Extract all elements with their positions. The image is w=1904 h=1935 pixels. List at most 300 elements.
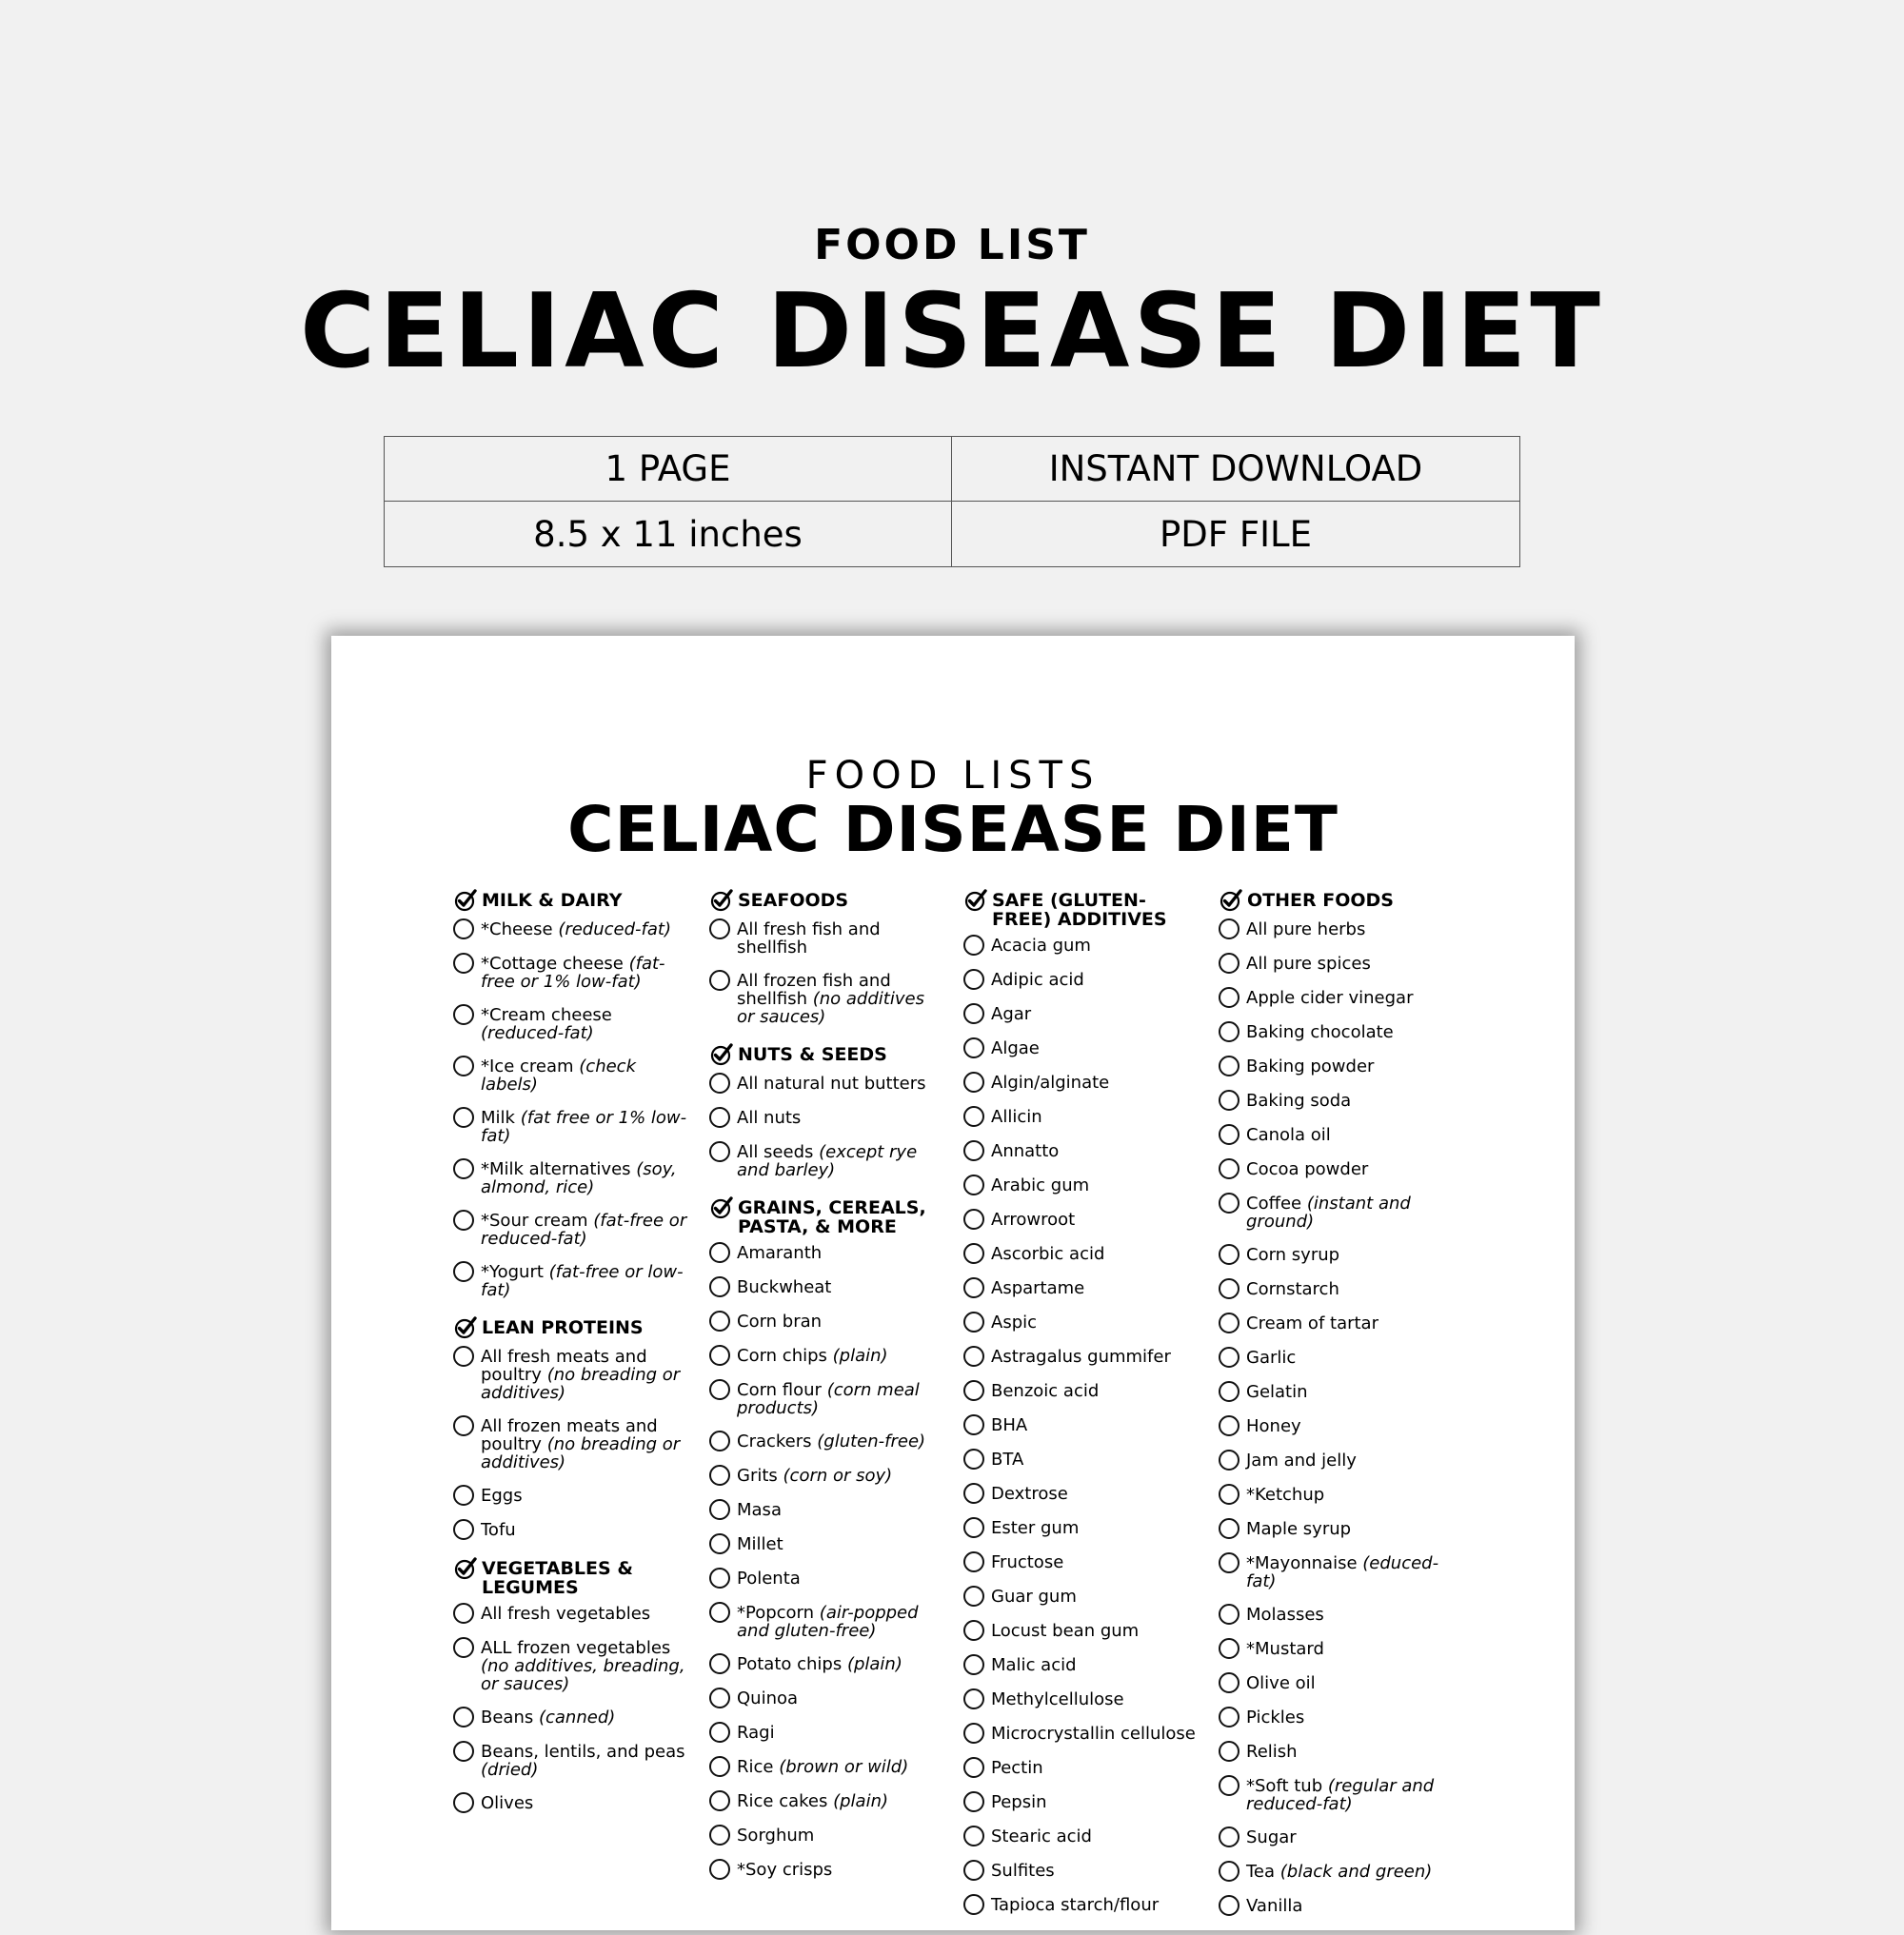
item-note: (corn meal products): [737, 1380, 920, 1418]
empty-circle-checkbox-icon[interactable]: [963, 1312, 984, 1333]
item-name: *Mayonnaise: [1246, 1553, 1358, 1573]
section-heading: [1219, 891, 1457, 913]
item-note: (air-popped and gluten-free): [737, 1603, 919, 1641]
checklist-item: [1219, 1777, 1457, 1813]
section-title: SEAFOODS: [738, 890, 849, 911]
info-download: INSTANT DOWNLOAD: [952, 437, 1519, 502]
item-label: [991, 1211, 1201, 1229]
item-name: *Mustard: [1246, 1639, 1324, 1659]
item-name: *Yogurt: [481, 1262, 544, 1282]
empty-circle-checkbox-icon[interactable]: [963, 1860, 984, 1881]
section-title: NUTS & SEEDS: [738, 1044, 887, 1065]
item-name: Sulfites: [991, 1861, 1055, 1881]
paper-subtitle: FOOD LISTS: [805, 754, 1101, 798]
item-note: (instant and ground): [1246, 1194, 1411, 1232]
checklist-item: [1219, 1520, 1457, 1539]
empty-circle-checkbox-icon[interactable]: [709, 1722, 730, 1743]
empty-circle-checkbox-icon[interactable]: [453, 1637, 474, 1658]
checklist-item: [1219, 1023, 1457, 1042]
empty-circle-checkbox-icon[interactable]: [1219, 1552, 1240, 1573]
empty-circle-checkbox-icon[interactable]: [1219, 987, 1240, 1008]
item-note: (corn or soy): [783, 1466, 893, 1486]
item-name: Annatto: [991, 1141, 1060, 1161]
empty-circle-checkbox-icon[interactable]: [453, 1107, 474, 1128]
circle-check-icon: [709, 1042, 734, 1067]
empty-circle-checkbox-icon[interactable]: [709, 1859, 730, 1880]
checklist-item: [1219, 1280, 1457, 1299]
checklist-item: [1219, 1606, 1457, 1625]
item-label: [481, 1743, 691, 1779]
item-label: [1246, 1554, 1457, 1590]
empty-circle-checkbox-icon[interactable]: [709, 1825, 730, 1846]
item-name: All frozen fish and shellfish: [737, 971, 891, 1009]
item-label: [1246, 1126, 1457, 1144]
item-label: [481, 1794, 691, 1812]
empty-circle-checkbox-icon[interactable]: [453, 953, 474, 974]
empty-circle-checkbox-icon[interactable]: [709, 970, 730, 991]
checklist-item: [453, 1639, 691, 1693]
empty-circle-checkbox-icon[interactable]: [709, 1107, 730, 1128]
item-name: Corn bran: [737, 1312, 823, 1332]
empty-circle-checkbox-icon[interactable]: [1219, 918, 1240, 939]
item-name: Tapioca starch/flour: [991, 1895, 1160, 1915]
item-label: [737, 1109, 947, 1127]
item-name: Molasses: [1246, 1605, 1324, 1625]
checklist-item: [709, 1826, 947, 1846]
item-label: [991, 1279, 1201, 1297]
item-label: [481, 1487, 691, 1505]
checklist-item: [453, 1605, 691, 1624]
item-label: [1246, 1743, 1457, 1761]
item-name: Canola oil: [1246, 1125, 1331, 1145]
item-label: [481, 1605, 691, 1623]
item-name: Beans: [481, 1708, 534, 1728]
empty-circle-checkbox-icon[interactable]: [1219, 1244, 1240, 1265]
empty-circle-checkbox-icon[interactable]: [963, 1037, 984, 1058]
item-label: [991, 1108, 1201, 1126]
checklist-item: [1219, 1195, 1457, 1231]
empty-circle-checkbox-icon[interactable]: [963, 1551, 984, 1572]
item-name: All pure herbs: [1246, 919, 1366, 939]
item-name: *Milk alternatives: [481, 1159, 631, 1179]
info-format: PDF FILE: [1159, 513, 1313, 555]
empty-circle-checkbox-icon[interactable]: [963, 935, 984, 956]
empty-circle-checkbox-icon[interactable]: [709, 1141, 730, 1162]
section-title: OTHER FOODS: [1247, 890, 1394, 911]
checklist-item: [963, 1656, 1201, 1675]
item-label: [737, 1535, 947, 1553]
empty-circle-checkbox-icon[interactable]: [1219, 1707, 1240, 1728]
item-note: (soy, almond, rice): [481, 1159, 677, 1197]
item-name: BTA: [991, 1450, 1024, 1470]
empty-circle-checkbox-icon[interactable]: [1219, 1090, 1240, 1111]
checklist-item: [709, 1535, 947, 1554]
item-label: [991, 1005, 1201, 1023]
section-heading: [453, 1318, 691, 1340]
empty-circle-checkbox-icon[interactable]: [709, 1499, 730, 1520]
item-label: [737, 1432, 947, 1451]
empty-circle-checkbox-icon[interactable]: [1219, 1484, 1240, 1505]
item-label: [737, 1570, 947, 1588]
checklist-item: [1219, 1640, 1457, 1659]
item-note: (fat-free or low-fat): [481, 1262, 684, 1300]
empty-circle-checkbox-icon[interactable]: [709, 1311, 730, 1332]
checklist-item: [709, 1655, 947, 1674]
empty-circle-checkbox-icon[interactable]: [453, 1346, 474, 1367]
item-label: [737, 1689, 947, 1708]
item-label: [737, 1792, 947, 1810]
item-name: Tofu: [481, 1520, 516, 1540]
checklist-item: [963, 1553, 1201, 1572]
section-heading: [453, 1559, 691, 1597]
empty-circle-checkbox-icon[interactable]: [1219, 1741, 1240, 1762]
item-name: Olive oil: [1246, 1673, 1316, 1693]
empty-circle-checkbox-icon[interactable]: [453, 918, 474, 939]
empty-circle-checkbox-icon[interactable]: [453, 1741, 474, 1762]
checklist-item: [963, 1827, 1201, 1846]
checklist-item: [1219, 1674, 1457, 1693]
item-label: [737, 1347, 947, 1365]
checklist-item: [963, 1039, 1201, 1058]
empty-circle-checkbox-icon[interactable]: [963, 1757, 984, 1778]
item-name: Stearic acid: [991, 1826, 1092, 1846]
section-heading: [709, 1198, 947, 1236]
empty-circle-checkbox-icon[interactable]: [1219, 1056, 1240, 1076]
item-name: Gelatin: [1246, 1382, 1308, 1402]
item-name: Pectin: [991, 1758, 1043, 1778]
item-label: [737, 920, 947, 957]
hero-subtitle: FOOD LIST: [814, 221, 1090, 269]
empty-circle-checkbox-icon[interactable]: [709, 1790, 730, 1811]
empty-circle-checkbox-icon[interactable]: [453, 1603, 474, 1624]
empty-circle-checkbox-icon[interactable]: [1219, 1158, 1240, 1179]
checklist-item: [963, 1416, 1201, 1435]
checklist-item: [1219, 1554, 1457, 1590]
checklist-item: [453, 1348, 691, 1402]
item-name: All fresh fish and shellfish: [737, 919, 881, 958]
empty-circle-checkbox-icon[interactable]: [1219, 1638, 1240, 1659]
item-note: (plain): [832, 1346, 888, 1366]
item-label: [1246, 989, 1457, 1007]
checklist-item: [709, 972, 947, 1026]
empty-circle-checkbox-icon[interactable]: [709, 1431, 730, 1451]
empty-circle-checkbox-icon[interactable]: [709, 1568, 730, 1589]
item-name: Dextrose: [991, 1484, 1068, 1504]
food-section: [709, 1045, 947, 1179]
item-note: (no breading or additives): [481, 1434, 681, 1472]
empty-circle-checkbox-icon[interactable]: [963, 1826, 984, 1846]
empty-circle-checkbox-icon[interactable]: [1219, 1450, 1240, 1471]
item-label: [991, 1553, 1201, 1571]
empty-circle-checkbox-icon[interactable]: [1219, 1193, 1240, 1214]
empty-circle-checkbox-icon[interactable]: [709, 918, 730, 939]
checklist-item: [453, 1006, 691, 1042]
empty-circle-checkbox-icon[interactable]: [453, 1415, 474, 1436]
item-name: Sorghum: [737, 1826, 815, 1846]
circle-check-icon: [709, 888, 734, 913]
empty-circle-checkbox-icon[interactable]: [709, 1276, 730, 1297]
checklist-item: [963, 1485, 1201, 1504]
checklist-item: [709, 1501, 947, 1520]
item-name: Tea: [1246, 1862, 1276, 1882]
food-section: [963, 891, 1201, 1915]
empty-circle-checkbox-icon[interactable]: [1219, 1672, 1240, 1693]
checklist-item: [453, 1263, 691, 1299]
item-label: [737, 1724, 947, 1742]
empty-circle-checkbox-icon[interactable]: [1219, 1604, 1240, 1625]
item-label: [991, 1416, 1201, 1434]
empty-circle-checkbox-icon[interactable]: [709, 1602, 730, 1623]
food-section: [453, 1318, 691, 1540]
item-note: (canned): [538, 1708, 616, 1728]
empty-circle-checkbox-icon[interactable]: [963, 1723, 984, 1744]
empty-circle-checkbox-icon[interactable]: [1219, 1347, 1240, 1368]
item-name: Maple syrup: [1246, 1519, 1352, 1539]
item-label: [991, 1142, 1201, 1160]
item-name: Amaranth: [737, 1243, 823, 1263]
item-note: (except rye and barley): [737, 1142, 918, 1180]
checklist-item: [963, 1074, 1201, 1093]
item-name: Locust bean gum: [991, 1621, 1140, 1641]
empty-circle-checkbox-icon[interactable]: [963, 1586, 984, 1607]
item-label: [1246, 955, 1457, 973]
checklist-item: [963, 1108, 1201, 1127]
item-name: Ragi: [737, 1723, 775, 1743]
empty-circle-checkbox-icon[interactable]: [963, 1277, 984, 1298]
empty-circle-checkbox-icon[interactable]: [453, 1792, 474, 1813]
circle-check-icon: [453, 1556, 478, 1581]
checklist-item: [453, 1057, 691, 1094]
empty-circle-checkbox-icon[interactable]: [709, 1073, 730, 1094]
checklist-item: [963, 1451, 1201, 1470]
empty-circle-checkbox-icon[interactable]: [709, 1242, 730, 1263]
item-note: (fat free or 1% low-fat): [481, 1108, 687, 1146]
empty-circle-checkbox-icon[interactable]: [963, 1072, 984, 1093]
checklist-item: [1219, 1863, 1457, 1882]
empty-circle-checkbox-icon[interactable]: [1219, 1895, 1240, 1916]
circle-check-icon: [453, 1315, 478, 1340]
empty-circle-checkbox-icon[interactable]: [1219, 953, 1240, 974]
item-name: Microcrystallin cellulose: [991, 1724, 1196, 1744]
food-column-2: [709, 891, 947, 1899]
item-name: Sugar: [1246, 1827, 1297, 1847]
empty-circle-checkbox-icon[interactable]: [709, 1533, 730, 1554]
item-name: Baking chocolate: [1246, 1022, 1394, 1042]
empty-circle-checkbox-icon[interactable]: [453, 1210, 474, 1231]
item-note: (gluten-free): [817, 1432, 926, 1451]
food-column-3: [963, 891, 1201, 1934]
item-label: [737, 1313, 947, 1331]
checklist-item: [1219, 955, 1457, 974]
item-label: [737, 1143, 947, 1179]
empty-circle-checkbox-icon[interactable]: [453, 1158, 474, 1179]
item-name: Agar: [991, 1004, 1032, 1024]
item-label: [1246, 1314, 1457, 1333]
checklist-item: [1219, 1828, 1457, 1847]
empty-circle-checkbox-icon[interactable]: [963, 1209, 984, 1230]
checklist-item: [1219, 1057, 1457, 1076]
checklist-item: [709, 1109, 947, 1128]
item-label: [1246, 1417, 1457, 1435]
item-name: Olives: [481, 1793, 534, 1813]
checklist-item: [709, 1570, 947, 1589]
checklist-item: [1219, 989, 1457, 1008]
item-label: [1246, 1092, 1457, 1110]
empty-circle-checkbox-icon[interactable]: [1219, 1313, 1240, 1333]
empty-circle-checkbox-icon[interactable]: [453, 1261, 474, 1282]
empty-circle-checkbox-icon[interactable]: [1219, 1518, 1240, 1539]
empty-circle-checkbox-icon[interactable]: [1219, 1124, 1240, 1145]
section-title: SAFE (GLUTEN-FREE) ADDITIVES: [992, 890, 1167, 930]
item-label: [1246, 1195, 1457, 1231]
empty-circle-checkbox-icon[interactable]: [709, 1688, 730, 1708]
checklist-item: [709, 1467, 947, 1486]
empty-circle-checkbox-icon[interactable]: [963, 1346, 984, 1367]
item-name: BHA: [991, 1415, 1028, 1435]
empty-circle-checkbox-icon[interactable]: [963, 1654, 984, 1675]
empty-circle-checkbox-icon[interactable]: [453, 1707, 474, 1728]
item-label: [991, 1588, 1201, 1606]
item-label: [481, 955, 691, 991]
checklist-item: [1219, 1451, 1457, 1471]
item-label: [481, 1348, 691, 1402]
checklist-item: [963, 1005, 1201, 1024]
item-name: Pepsin: [991, 1792, 1047, 1812]
empty-circle-checkbox-icon[interactable]: [1219, 1381, 1240, 1402]
empty-circle-checkbox-icon[interactable]: [453, 1004, 474, 1025]
item-name: Beans, lentils, and peas: [481, 1742, 685, 1762]
empty-circle-checkbox-icon[interactable]: [963, 1003, 984, 1024]
empty-circle-checkbox-icon[interactable]: [1219, 1415, 1240, 1436]
item-note: (no breading or additives): [481, 1365, 681, 1403]
empty-circle-checkbox-icon[interactable]: [963, 1106, 984, 1127]
empty-circle-checkbox-icon[interactable]: [963, 1243, 984, 1264]
checklist-item: [1219, 1417, 1457, 1436]
empty-circle-checkbox-icon[interactable]: [963, 1449, 984, 1470]
item-name: Relish: [1246, 1742, 1298, 1762]
checklist-item: [963, 1519, 1201, 1538]
item-name: Aspartame: [991, 1278, 1085, 1298]
item-label: [481, 1006, 691, 1042]
empty-circle-checkbox-icon[interactable]: [963, 1894, 984, 1915]
empty-circle-checkbox-icon[interactable]: [963, 1517, 984, 1538]
item-name: Jam and jelly: [1246, 1451, 1357, 1471]
empty-circle-checkbox-icon[interactable]: [963, 1175, 984, 1195]
empty-circle-checkbox-icon[interactable]: [963, 1620, 984, 1641]
empty-circle-checkbox-icon[interactable]: [1219, 1826, 1240, 1847]
empty-circle-checkbox-icon[interactable]: [709, 1465, 730, 1486]
empty-circle-checkbox-icon[interactable]: [963, 1483, 984, 1504]
empty-circle-checkbox-icon[interactable]: [709, 1379, 730, 1400]
item-label: [1246, 1606, 1457, 1624]
item-label: [991, 1485, 1201, 1503]
item-name: *Ice cream: [481, 1056, 574, 1076]
empty-circle-checkbox-icon[interactable]: [1219, 1775, 1240, 1796]
item-name: Benzoic acid: [991, 1381, 1100, 1401]
item-label: [481, 1057, 691, 1094]
section-title: VEGETABLES & LEGUMES: [482, 1558, 633, 1598]
empty-circle-checkbox-icon[interactable]: [963, 1380, 984, 1401]
item-label: [991, 1245, 1201, 1263]
empty-circle-checkbox-icon[interactable]: [1219, 1021, 1240, 1042]
checklist-item: [453, 1212, 691, 1248]
empty-circle-checkbox-icon[interactable]: [1219, 1278, 1240, 1299]
item-label: [991, 1725, 1201, 1743]
item-note: (fat-free or 1% low-fat): [481, 954, 665, 992]
empty-circle-checkbox-icon[interactable]: [709, 1756, 730, 1777]
empty-circle-checkbox-icon[interactable]: [963, 1140, 984, 1161]
checklist-item: [709, 1381, 947, 1417]
checklist-item: [1219, 920, 1457, 939]
item-label: [1246, 1640, 1457, 1658]
item-label: [481, 920, 691, 938]
checklist-item: [1219, 1743, 1457, 1762]
checklist-item: [963, 1588, 1201, 1607]
item-label: [991, 1451, 1201, 1469]
section-title: LEAN PROTEINS: [482, 1317, 644, 1338]
empty-circle-checkbox-icon[interactable]: [963, 1414, 984, 1435]
item-name: Cornstarch: [1246, 1279, 1339, 1299]
item-name: ALL frozen vegetables: [481, 1638, 671, 1658]
item-label: [481, 1263, 691, 1299]
checklist-item: [963, 1622, 1201, 1641]
checklist-item: [963, 1793, 1201, 1812]
item-label: [991, 1176, 1201, 1195]
item-label: [481, 1521, 691, 1539]
empty-circle-checkbox-icon[interactable]: [963, 969, 984, 990]
item-label: [991, 1313, 1201, 1332]
item-name: Allicin: [991, 1107, 1042, 1127]
item-name: *Cream cheese: [481, 1005, 612, 1025]
item-name: Algae: [991, 1038, 1040, 1058]
empty-circle-checkbox-icon[interactable]: [709, 1653, 730, 1674]
empty-circle-checkbox-icon[interactable]: [453, 1056, 474, 1076]
item-name: Polenta: [737, 1569, 801, 1589]
item-name: Rice: [737, 1757, 774, 1777]
food-section: [709, 1198, 947, 1880]
empty-circle-checkbox-icon[interactable]: [453, 1485, 474, 1506]
item-name: Adipic acid: [991, 970, 1084, 990]
checklist-item: [963, 1279, 1201, 1298]
checklist-item: [963, 937, 1201, 956]
item-name: All seeds: [737, 1142, 814, 1162]
checklist-item: [709, 1792, 947, 1811]
item-label: [991, 1519, 1201, 1537]
item-label: [737, 1381, 947, 1417]
item-label: [1246, 1246, 1457, 1264]
empty-circle-checkbox-icon[interactable]: [709, 1345, 730, 1366]
checklist-item: [709, 1278, 947, 1297]
item-note: (reduced-fat): [558, 919, 671, 939]
item-name: Coffee: [1246, 1194, 1302, 1214]
circle-check-icon: [709, 1195, 734, 1220]
checklist-item: [453, 1743, 691, 1779]
item-label: [737, 1826, 947, 1845]
item-label: [737, 1467, 947, 1485]
empty-circle-checkbox-icon[interactable]: [963, 1688, 984, 1709]
item-name: *Soft tub: [1246, 1776, 1323, 1796]
empty-circle-checkbox-icon[interactable]: [453, 1519, 474, 1540]
item-label: [1246, 1451, 1457, 1470]
empty-circle-checkbox-icon[interactable]: [1219, 1861, 1240, 1882]
item-name: Buckwheat: [737, 1277, 832, 1297]
item-label: [991, 1039, 1201, 1057]
item-name: Corn flour: [737, 1380, 822, 1400]
item-label: [1246, 1486, 1457, 1504]
empty-circle-checkbox-icon[interactable]: [963, 1791, 984, 1812]
item-name: Apple cider vinegar: [1246, 988, 1414, 1008]
checklist-item: [1219, 1486, 1457, 1505]
